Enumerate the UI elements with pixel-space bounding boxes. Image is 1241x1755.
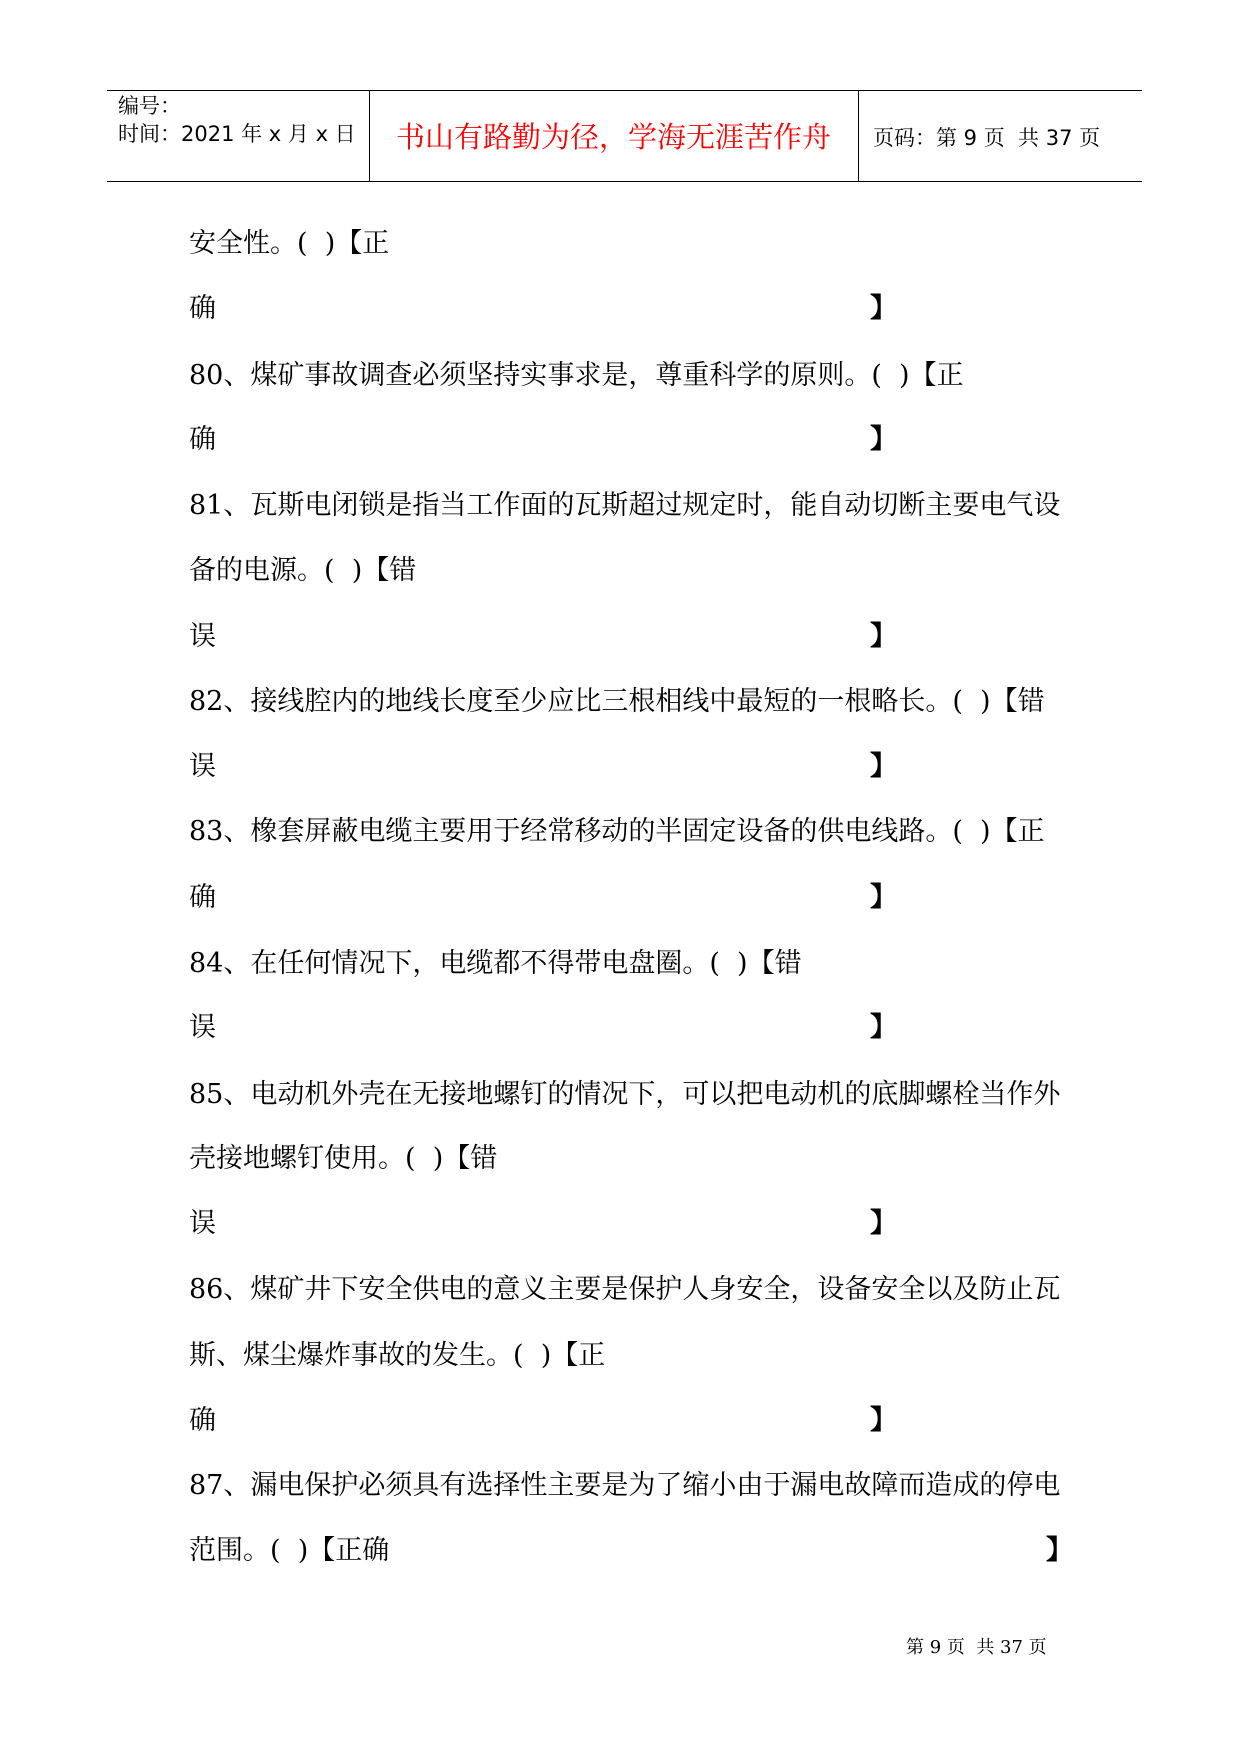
question-87: 87、漏电保护必须具有选择性主要是为了缩小由于漏电故障而造成的停电 <box>189 1470 1061 1501</box>
answer-line: 误 <box>189 751 216 782</box>
answer-close-bracket: 】 <box>870 1208 897 1239</box>
page-footer-number: 第 9 页 共 37 页 <box>906 1637 1047 1658</box>
answer-line: 误 <box>189 621 216 652</box>
answer-line: 确 <box>189 424 216 455</box>
answer-close-bracket: 】 <box>870 293 897 324</box>
document-time-label: 时间：2021 年 x 月 x 日 <box>118 122 356 146</box>
page-header <box>107 90 1142 182</box>
answer-line: 确 <box>189 882 216 913</box>
answer-close-bracket: 】 <box>870 1405 897 1436</box>
answer-close-bracket: 】 <box>870 751 897 782</box>
answer-close-bracket: 】 <box>1046 1535 1073 1566</box>
header-divider-right <box>858 91 859 181</box>
answer-close-bracket: 】 <box>870 882 897 913</box>
answer-close-bracket: 】 <box>870 424 897 455</box>
answer-line: 范围。( )【正确 <box>189 1535 390 1566</box>
question-86: 86、煤矿井下安全供电的意义主要是保护人身安全，设备安全以及防止瓦 <box>189 1274 1061 1305</box>
question-83: 83、橡套屏蔽电缆主要用于经常移动的半固定设备的供电线路。( )【正 <box>189 816 1045 847</box>
text-line: 斯、煤尘爆炸事故的发生。( )【正 <box>189 1340 606 1371</box>
text-line: 备的电源。( )【错 <box>189 555 417 586</box>
question-85: 85、电动机外壳在无接地螺钉的情况下，可以把电动机的底脚螺栓当作外 <box>189 1079 1061 1110</box>
answer-close-bracket: 】 <box>870 1012 897 1043</box>
answer-line: 误 <box>189 1208 216 1239</box>
header-page-label: 页码：第 9 页 共 37 页 <box>873 126 1101 150</box>
answer-line: 误 <box>189 1012 216 1043</box>
header-motto: 书山有路勤为径，学海无涯苦作舟 <box>395 120 831 154</box>
question-82: 82、接线腔内的地线长度至少应比三根相线中最短的一根略长。( )【错 <box>189 686 1045 717</box>
answer-close-bracket: 】 <box>870 621 897 652</box>
text-line: 安全性。( )【正 <box>189 228 390 259</box>
question-80: 80、煤矿事故调查必须坚持实事求是，尊重科学的原则。( )【正 <box>189 360 964 391</box>
answer-line: 确 <box>189 293 216 324</box>
text-line: 壳接地螺钉使用。( )【错 <box>189 1143 498 1174</box>
answer-line: 确 <box>189 1405 216 1436</box>
question-81: 81、瓦斯电闭锁是指当工作面的瓦斯超过规定时，能自动切断主要电气设 <box>189 490 1061 521</box>
document-number-label: 编号： <box>118 94 181 118</box>
question-84: 84、在任何情况下，电缆都不得带电盘圈。( )【错 <box>189 948 802 979</box>
